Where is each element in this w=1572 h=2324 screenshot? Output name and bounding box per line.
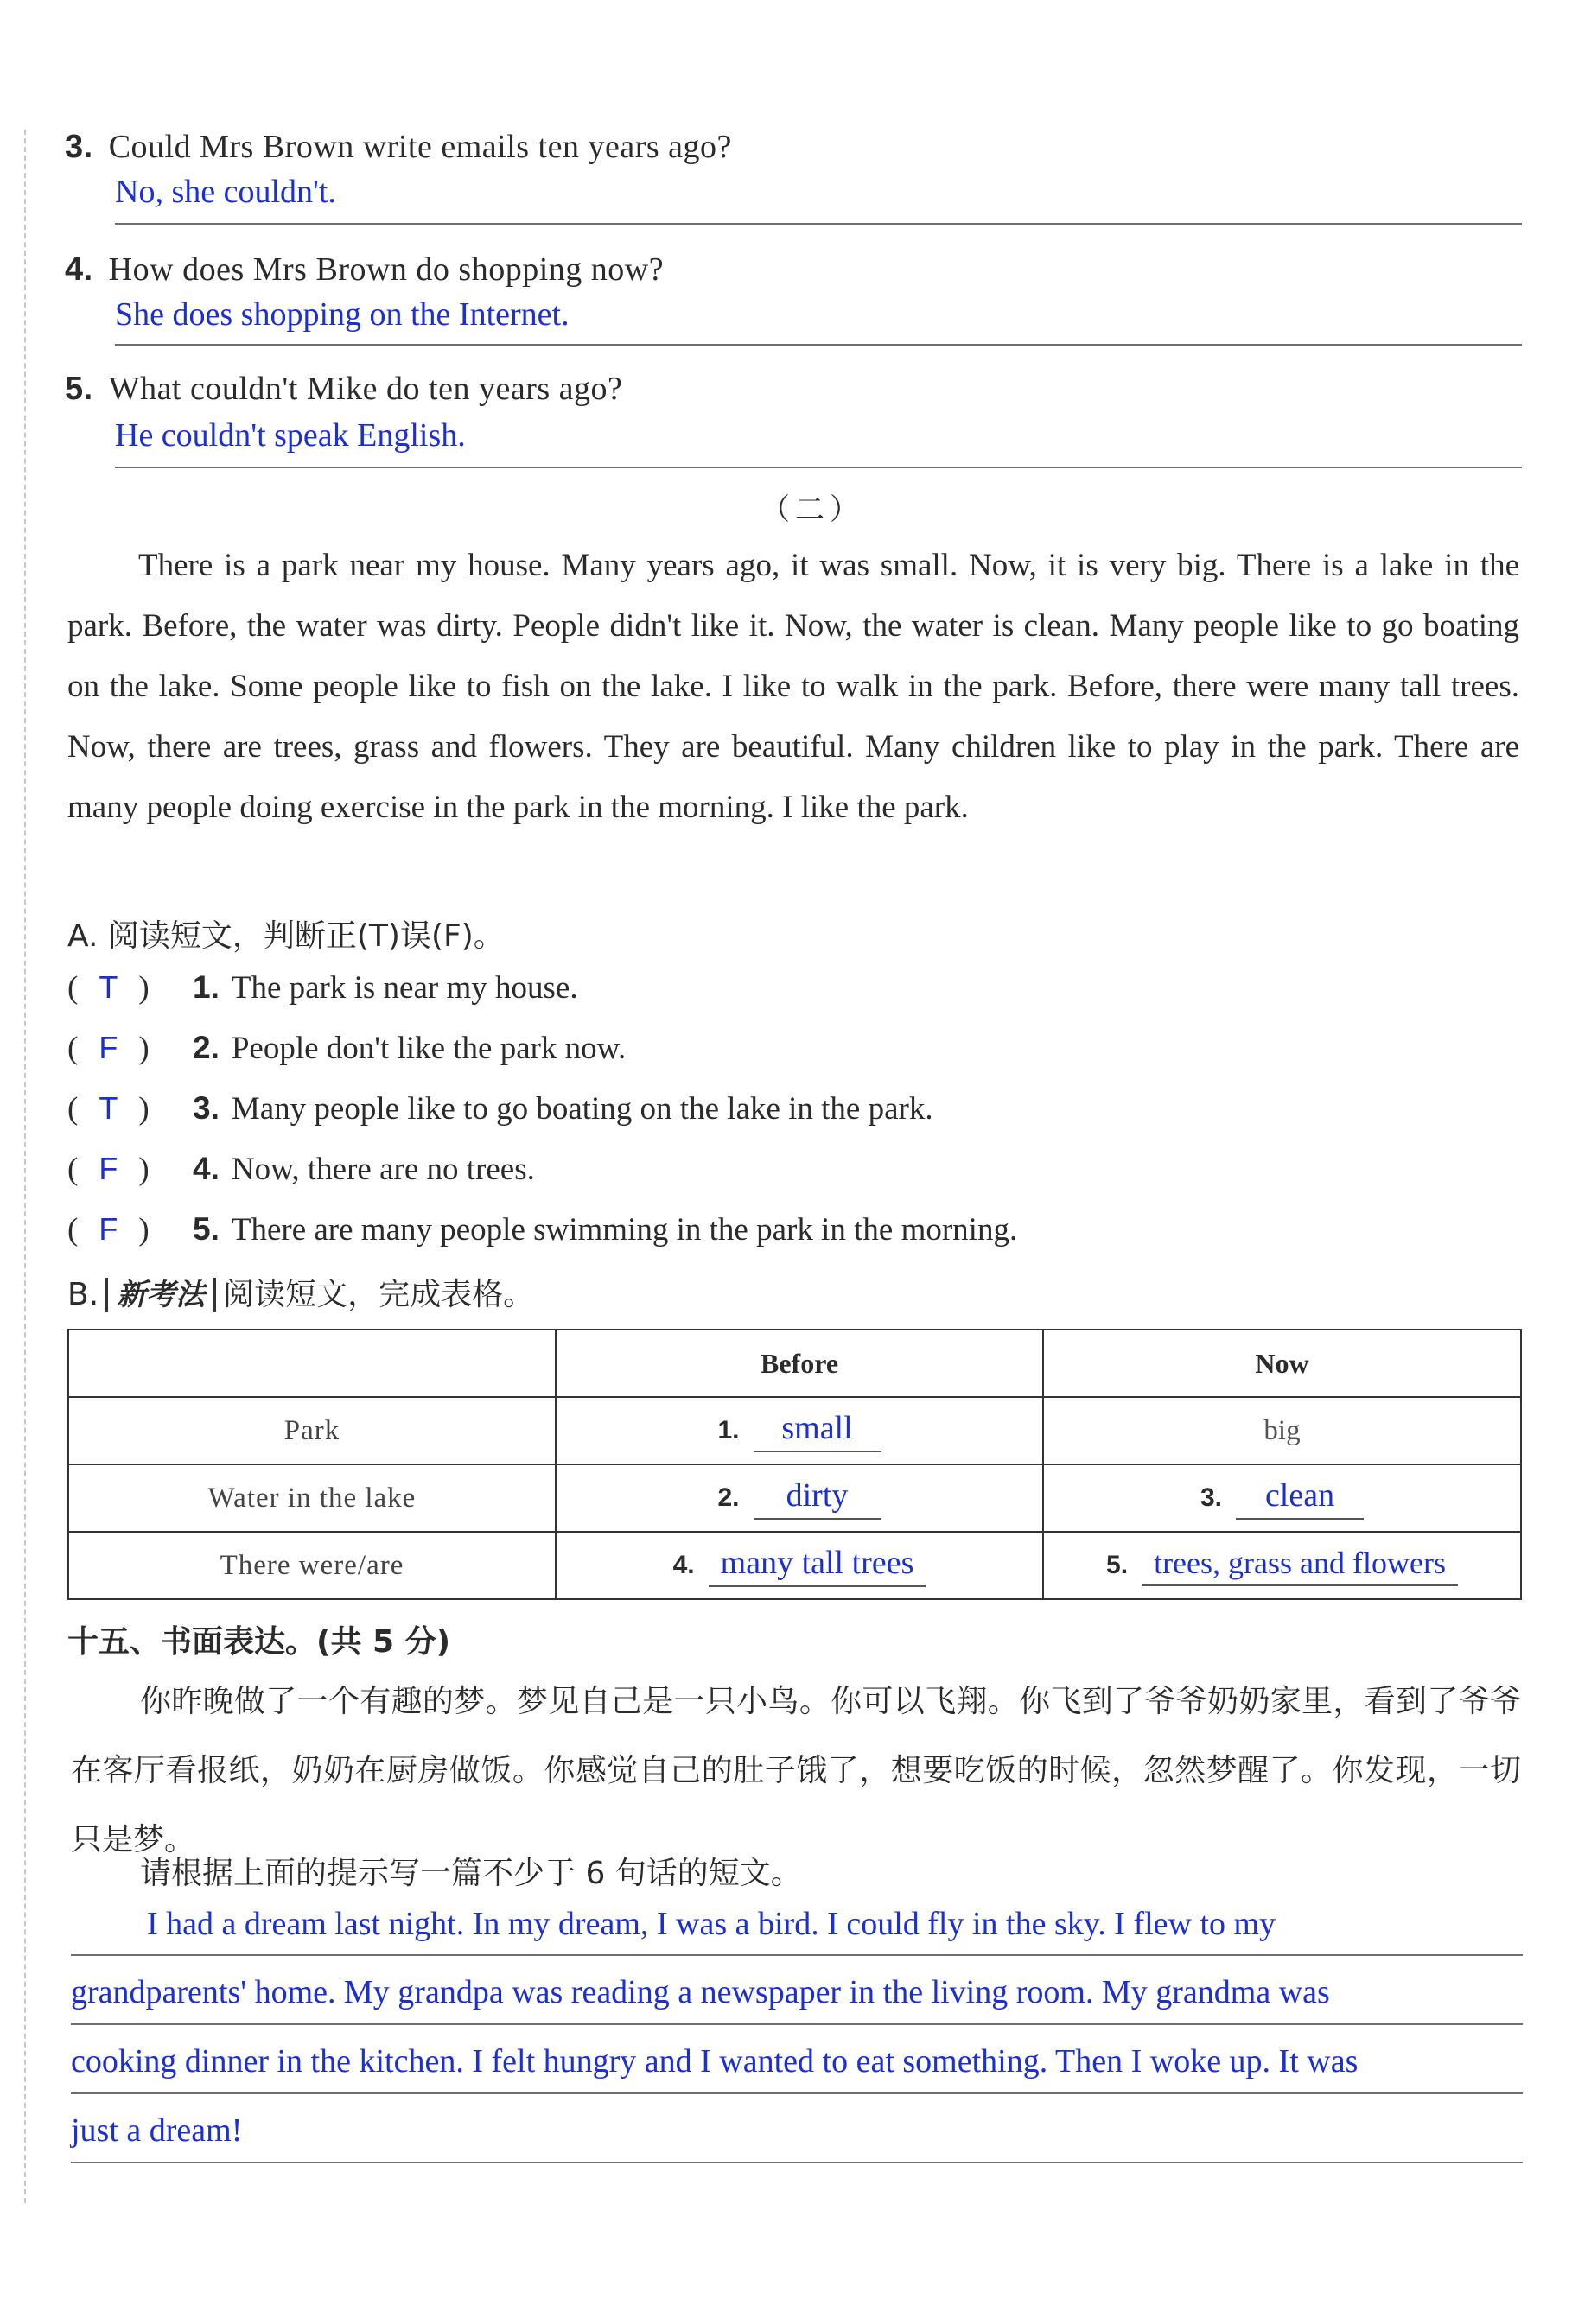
tf-item: ( T ) 3. Many people like to go boating on the lake in the park. xyxy=(67,1090,933,1127)
writing-line xyxy=(71,2092,1523,2094)
new-exam-tag: 新考法 xyxy=(105,1278,216,1312)
tf-item: ( T ) 1. The park is near my house. xyxy=(67,969,578,1006)
table-header: Before xyxy=(556,1330,1043,1397)
table-header: Now xyxy=(1043,1330,1521,1397)
answer-4: She does shopping on the Internet. xyxy=(115,296,570,333)
row-label: There were/are xyxy=(68,1532,556,1599)
question-number: 4. xyxy=(65,251,93,288)
tf-answer: F xyxy=(99,1151,118,1186)
blank-answer: clean xyxy=(1236,1476,1364,1520)
essay-line: grandparents' home. My grandpa was reading a newspaper in the living room. My grandma was xyxy=(71,1974,1330,2010)
essay-line: I had a dream last night. In my dream, I was a bird. I could fly in the sky. I flew to my xyxy=(147,1906,1276,1942)
tf-answer: T xyxy=(99,1090,118,1126)
blank-number: 4. xyxy=(672,1551,695,1579)
blank-number: 3. xyxy=(1200,1483,1223,1512)
table-row xyxy=(68,1532,1521,1599)
tf-number: 2. xyxy=(193,1030,220,1065)
tf-statement: People don't like the park now. xyxy=(231,1031,627,1066)
tf-item: ( F ) 5. There are many people swimming in the park in the morning. xyxy=(67,1211,1018,1248)
tf-number: 1. xyxy=(193,969,220,1005)
row-label: Water in the lake xyxy=(68,1464,556,1532)
blank-answer: trees, grass and flowers xyxy=(1142,1545,1458,1586)
before-cell xyxy=(556,1532,1043,1599)
table-header xyxy=(68,1330,556,1397)
tf-statement: Many people like to go boating on the lake in the park. xyxy=(231,1091,933,1127)
tf-number: 5. xyxy=(193,1211,220,1247)
tf-item: ( F ) 4. Now, there are no trees. xyxy=(67,1151,535,1187)
tf-statement: There are many people swimming in the park in the morning. xyxy=(231,1212,1018,1248)
question-text: How does Mrs Brown do shopping now? xyxy=(108,251,665,288)
blank-answer: many tall trees xyxy=(709,1544,926,1587)
now-cell xyxy=(1043,1532,1521,1599)
blank-number: 2. xyxy=(717,1483,740,1512)
question-3 xyxy=(65,128,732,166)
tf-statement: The park is near my house. xyxy=(231,970,578,1006)
row-label: Park xyxy=(68,1397,556,1464)
answer-line xyxy=(115,223,1522,225)
blank-answer: dirty xyxy=(754,1476,881,1520)
writing-line xyxy=(71,1954,1523,1956)
completion-table xyxy=(67,1329,1522,1600)
question-text: Could Mrs Brown write emails ten years ago? xyxy=(108,129,732,165)
question-text: What couldn't Mike do ten years ago? xyxy=(108,371,623,407)
question-4 xyxy=(65,251,664,289)
part-b-prefix: B. xyxy=(67,1277,99,1312)
now-cell: big xyxy=(1043,1397,1521,1464)
tf-answer: F xyxy=(99,1211,118,1247)
now-cell xyxy=(1043,1464,1521,1532)
writing-heading: 十五、书面表达。(共 5 分) xyxy=(67,1624,451,1660)
part-b-instruction xyxy=(67,1270,534,1314)
table-row xyxy=(68,1464,1521,1532)
tf-number: 4. xyxy=(193,1151,220,1186)
question-number: 5. xyxy=(65,371,93,407)
part-b-text: 阅读短文，完成表格。 xyxy=(223,1277,535,1312)
answer-line xyxy=(115,344,1522,346)
reading-passage: There is a park near my house. Many years ago, it was small. Now, it is very big. There is a lake in the park. Before, the water was dirty. People didn't like it. Now, the water is clean. Many people like to go boating on the lake. Some people like to fish on the lake. I like to walk in the park. Before, there were many tall trees. Now, there are trees, grass and flowers. They are beautiful. Many children like to play in the park. There are many people doing exercise in the park in the morning. I like the park. xyxy=(67,548,1519,825)
tf-statement: Now, there are no trees. xyxy=(231,1152,535,1187)
before-cell xyxy=(556,1397,1043,1464)
answer-5: He couldn't speak English. xyxy=(115,417,466,454)
blank-number: 1. xyxy=(717,1416,740,1445)
tf-item: ( F ) 2. People don't like the park now. xyxy=(67,1030,627,1066)
writing-prompt: 你昨晚做了一个有趣的梦。梦见自己是一只小鸟。你可以飞翔。你飞到了爷爷奶奶家里，看到了爷爷在客厅看报纸，奶奶在厨房做饭。你感觉自己的肚子饿了，想要吃饭的时候，忽然梦醒了。你发现，一切只是梦。 xyxy=(71,1684,1521,1857)
question-number: 3. xyxy=(65,129,93,165)
blank-number: 5. xyxy=(1106,1551,1129,1579)
writing-requirement: 请根据上面的提示写一篇不少于 6 句话的短文。 xyxy=(140,1856,802,1891)
writing-line xyxy=(71,2162,1523,2163)
binding-dashed-line xyxy=(24,130,26,2203)
table-row xyxy=(68,1397,1521,1464)
part-a-instruction: A. 阅读短文，判断正(T)误(F)。 xyxy=(67,918,505,954)
essay-line: cooking dinner in the kitchen. I felt hungry and I wanted to eat something. Then I woke up. It was xyxy=(71,2043,1359,2080)
section-title: （二） xyxy=(761,492,864,527)
question-5 xyxy=(65,370,622,408)
tf-number: 3. xyxy=(193,1090,220,1126)
essay-line: just a dream! xyxy=(71,2112,243,2149)
tf-answer: F xyxy=(99,1030,118,1065)
answer-3: No, she couldn't. xyxy=(115,174,336,210)
answer-line xyxy=(115,467,1522,468)
table-header-row xyxy=(68,1330,1521,1397)
blank-answer: small xyxy=(754,1409,881,1452)
tf-answer: T xyxy=(99,969,118,1005)
writing-line xyxy=(71,2023,1523,2025)
before-cell xyxy=(556,1464,1043,1532)
